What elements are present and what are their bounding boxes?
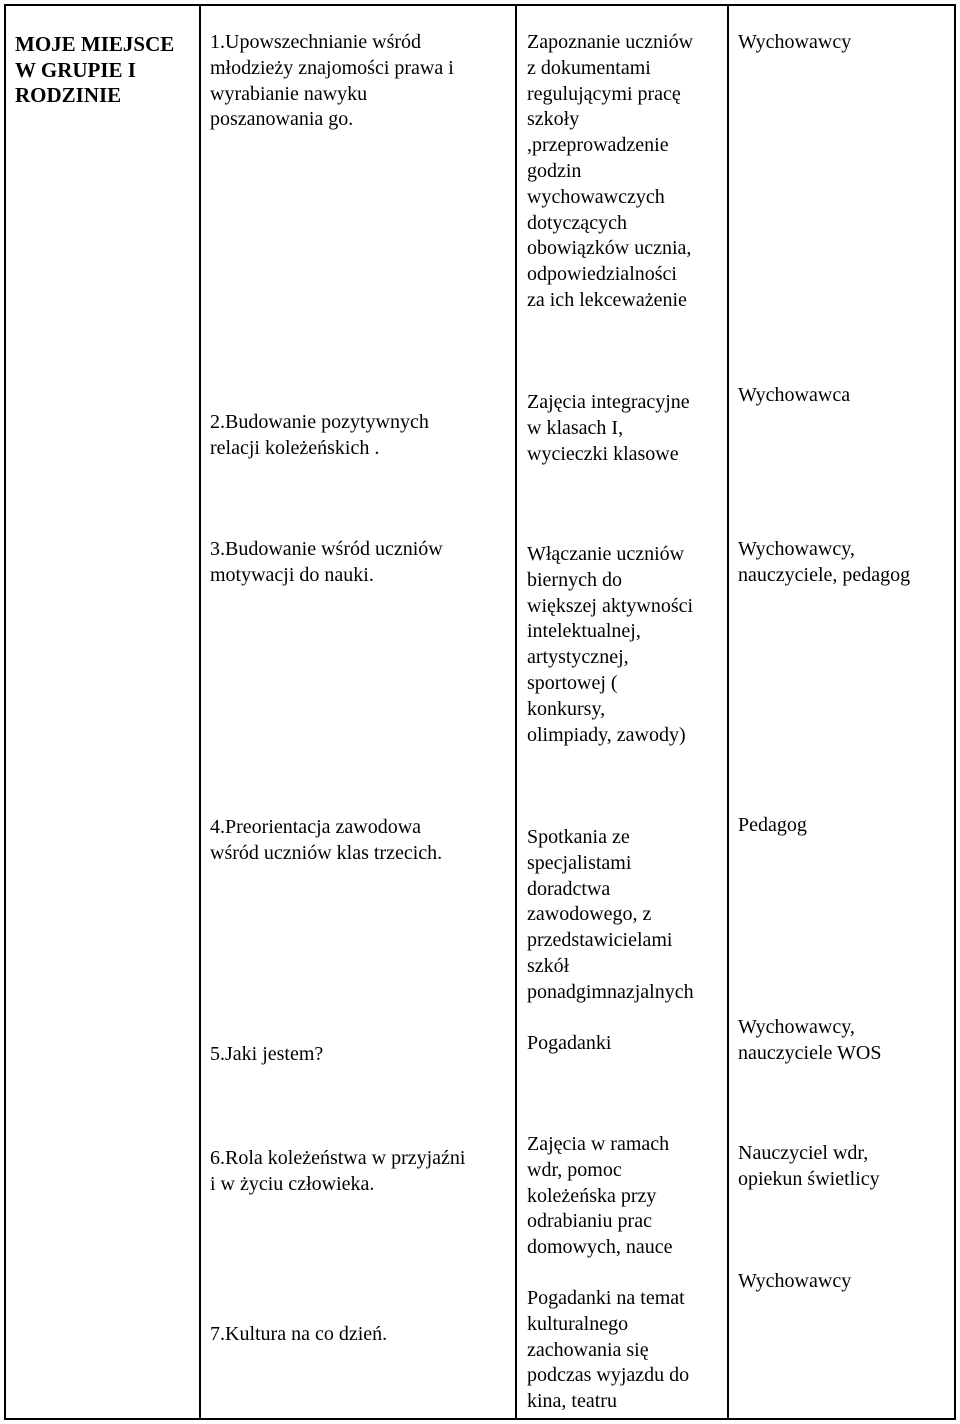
task-cell: 5.Jaki jestem? [210,1043,324,1065]
form-cell: Pogadanki [527,1032,612,1054]
form-cell: Włączanie uczniów biernych do większej aktywności intelektualnej, artystycznej, sportowej ( konkursy, olimpiady, zawody) [527,543,694,746]
form-cell: Zapoznanie uczniów z dokumentami regulującymi pracę szkoły ,przeprowadzenie godzin wychowawczych dotyczących obowiązków ucznia, odpowiedzialności za ich lekceważenie [527,31,694,311]
responsible-cell: Wychowawcy, nauczyciele, pedagog [738,538,911,586]
table-border-right [954,4,956,1420]
table-border-left [4,4,6,1420]
task-cell: 4.Preorientacja zawodowa wśród uczniów klas trzecich. [210,816,443,864]
task-cell: 3.Budowanie wśród uczniów motywacji do nauki. [210,538,443,586]
column-divider-3 [727,4,729,1420]
task-cell: 7.Kultura na co dzień. [210,1323,388,1345]
form-cell: Pogadanki na temat kulturalnego zachowania się podczas wyjazdu do kina, teatru [527,1287,690,1413]
responsible-cell: Nauczyciel wdr, opiekun świetlicy [738,1142,880,1190]
form-cell: Spotkania ze specjalistami doradctwa zawodowego, z przedstawicielami szkół ponadgimnazjalnych [527,826,694,1003]
task-cell: 6.Rola koleżeństwa w przyjaźni i w życiu człowieka. [210,1147,466,1195]
task-cell: 1.Upowszechnianie wśród młodzieży znajomości prawa i wyrabianie nawyku poszanowania go. [210,31,454,131]
responsible-cell: Wychowawcy [738,31,852,53]
form-cell: Zajęcia w ramach wdr, pomoc koleżeńska przy odrabianiu prac domowych, nauce [527,1133,673,1259]
responsible-cell: Wychowawca [738,384,851,406]
column-divider-2 [515,4,517,1420]
table-border-bottom [4,1418,956,1420]
responsible-cell: Wychowawcy [738,1270,852,1292]
section-title: MOJE MIEJSCE W GRUPIE I RODZINIE [15,32,175,107]
responsible-cell: Pedagog [738,814,807,836]
form-cell: Zajęcia integracyjne w klasach I, wycieczki klasowe [527,391,690,465]
table-border-top [4,4,956,6]
task-cell: 2.Budowanie pozytywnych relacji koleżeńskich . [210,411,429,459]
responsible-cell: Wychowawcy, nauczyciele WOS [738,1016,882,1064]
column-divider-1 [199,4,201,1420]
